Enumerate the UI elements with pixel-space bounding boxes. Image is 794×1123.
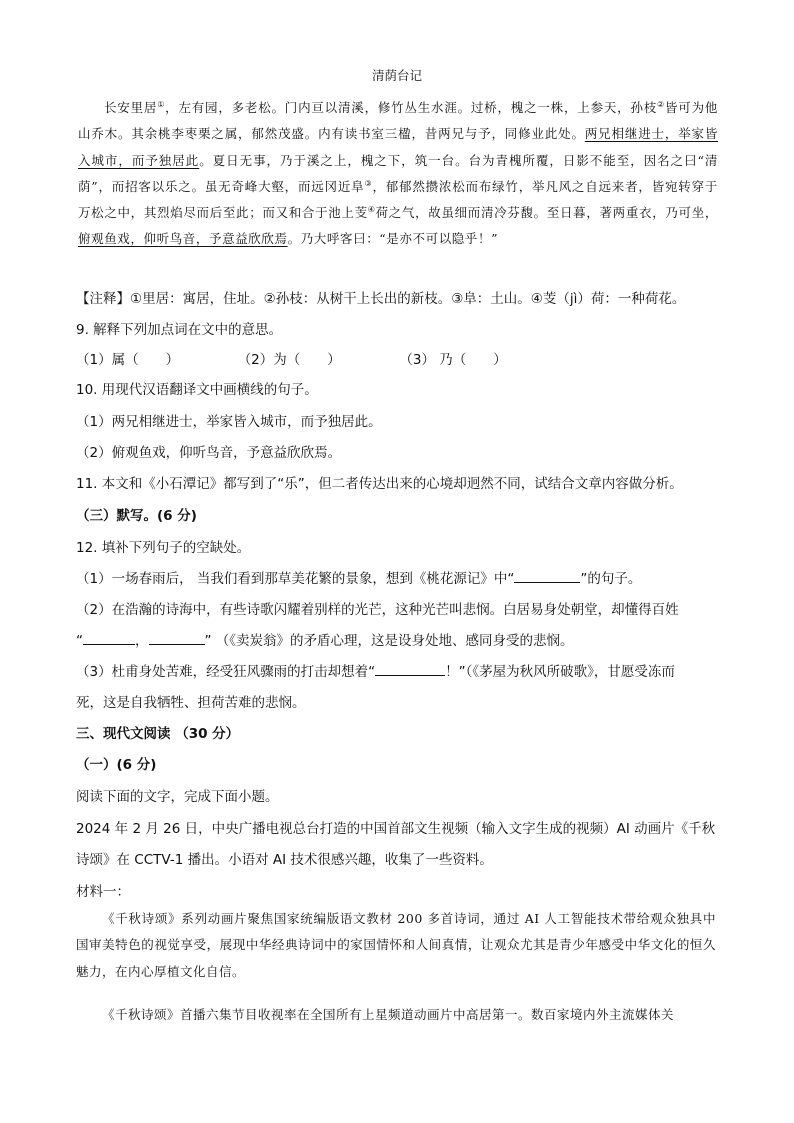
item-text: “ <box>76 633 83 649</box>
question-9-stem: 9. 解释下列加点词在文中的意思。 <box>76 322 283 338</box>
question-12-item-3-cont: 死，这是自我牺牲、担荷苦难的悲悯。 <box>76 695 306 711</box>
question-12-item-1 <box>76 567 641 587</box>
intro-line-1: 2024 年 2 月 26 日，中央广播电视总台打造的中国首部文生视频（输入文字生成的视频）AI 动画片《千秋 <box>76 821 716 837</box>
item-text: ， <box>135 633 149 649</box>
passage-text: 荷之气，故虽细而清冷芬馥。至日暮，著两重衣，乃可坐， <box>375 205 718 221</box>
item-text: ”的句子。 <box>580 571 642 587</box>
question-12-stem: 12. 填补下列句子的空缺处。 <box>76 540 251 556</box>
fill-blank[interactable] <box>375 662 445 676</box>
item-text: （1）一场春雨后， 当我们看到那草美花繁的景象，想到《桃花源记》中“ <box>76 571 515 587</box>
answer-slot-3[interactable]: （3） 乃（ ） <box>399 352 507 368</box>
passage-text: 。夏日无事，乃于溪之上，槐之下，筑一台。台为青槐所覆，日影不能至，因名之曰“清荫”，而招客以乐之。虽无奇峰大壑，而远冈近阜 <box>78 152 718 194</box>
question-12-item-2-cont <box>76 629 574 649</box>
question-10-sentence-2: （2）俯观鱼戏，仰听鸟音，予意益欣欣焉。 <box>76 445 342 461</box>
question-9-answers <box>76 348 507 368</box>
passage-text: ，郁郁然攒浓松而布绿竹，举凡风之自远来者，皆宛转穿于万松之中，其烈焰尽而后至此；而又和合于池上芰 <box>78 178 718 221</box>
fill-blank[interactable] <box>83 631 135 645</box>
item-text: （3）杜甫身处苦难，经受狂风骤雨的打击却想着“ <box>76 664 376 680</box>
passage-text: 长安里居 <box>104 100 158 115</box>
note-marker: ① <box>157 99 166 109</box>
note-marker: ③ <box>364 178 373 188</box>
subsection-heading-1: （一）(6 分) <box>76 757 157 773</box>
reading-instruction: 阅读下面的文字，完成下面小题。 <box>76 789 279 805</box>
section-heading-3: （三）默写。(6 分) <box>76 508 197 524</box>
passage-text: 。乃大呼客曰：“是亦不可以隐乎！” <box>287 231 499 247</box>
item-text: ” （《卖炭翁》的矛盾心理，这是设身处地、感同身受的悲悯。 <box>204 633 574 649</box>
passage-text: 皆可为他山乔木。其余桃李枣栗之属，郁然茂盛。内有读书室三楹，昔两兄与予，同修业此处。 <box>78 100 718 142</box>
annotation: 【注释】①里居：寓居，住址。②孙枝：从树干上长出的新枝。③阜：土山。④芰（jì）荷：一种荷花。 <box>76 291 686 307</box>
fill-blank[interactable] <box>149 631 205 645</box>
question-12-item-2: （2）在浩瀚的诗海中，有些诗歌闪耀着别样的光芒，这种光芒叫悲悯。白居易身处朝堂，却懂得百姓 <box>76 602 679 618</box>
material-1-label: 材料一： <box>76 884 130 900</box>
note-marker: ④ <box>367 205 376 215</box>
item-text: ！”（《茅屋为秋风所破歌》，甘愿受冻而 <box>445 664 675 680</box>
answer-slot-2[interactable]: （2）为（ ） <box>237 352 341 368</box>
part-heading-3: 三、现代文阅读 （30 分） <box>76 726 240 742</box>
passage-title: 清荫台记 <box>371 68 422 83</box>
underlined-sentence-1: 两兄相继进士，举家皆入城市，而予独居此 <box>78 126 718 168</box>
underlined-sentence-2: 俯观鱼戏，仰听鸟音，予意益欣欣焉 <box>78 231 288 247</box>
passage-text: ，左有园，多老松。门内亘以清溪，修竹丛生水涯。过桥，槐之一株，上参天，孙枝 <box>165 100 658 115</box>
question-12-item-3 <box>76 660 675 680</box>
fill-blank[interactable] <box>514 569 580 583</box>
classical-passage <box>78 95 718 253</box>
intro-line-2: 诗颂》在 CCTV-1 播出。小语对 AI 技术很感兴趣，收集了一些资料。 <box>76 852 493 868</box>
question-10-stem: 10. 用现代汉语翻译文中画横线的句子。 <box>76 382 318 398</box>
note-marker: ② <box>657 99 666 109</box>
material-1-paragraph-1: 《千秋诗颂》系列动画片聚焦国家统编版语文教材 200 多首诗词，通过 AI 人工智能技术带给观众独具中国审美特色的视觉享受，展现中华经典诗词中的家国情怀和人间真情，让观众尤其是青少年感受中华文化的恒久魅力，在内心厚植文化自信。 <box>76 911 716 979</box>
question-11: 11. 本文和《小石潭记》都写到了“乐”，但二者传达出来的心境却迥然不同，试结合文章内容做分析。 <box>76 476 683 492</box>
material-1-paragraph-2: 《千秋诗颂》首播六集节目收视率在全国所有上星频道动画片中高居第一。数百家境内外主流媒体关 <box>102 1007 675 1022</box>
answer-slot-1[interactable]: （1）属（ ） <box>76 352 180 368</box>
question-10-sentence-1: （1）两兄相继进士，举家皆入城市，而予独居此。 <box>76 414 382 430</box>
